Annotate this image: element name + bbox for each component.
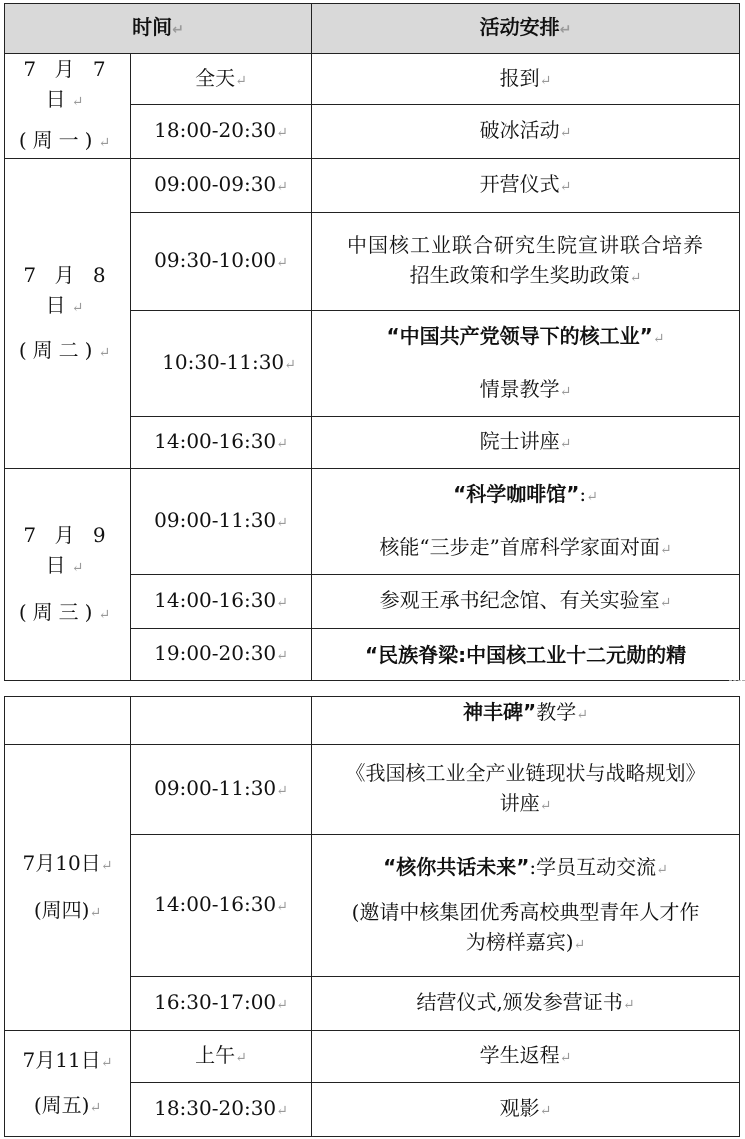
table-row bbox=[5, 469, 740, 575]
header-time: 时间↵ bbox=[5, 4, 312, 54]
page-break-marker bbox=[729, 680, 745, 681]
table-header-row bbox=[5, 4, 740, 54]
activity-cell: “中国共产党领导下的核工业”↵ 情景教学↵ bbox=[312, 311, 740, 417]
activity-cell: “民族脊梁:中国核工业十二元勋的精 bbox=[312, 629, 740, 681]
activity-cell: 院士讲座↵ bbox=[312, 417, 740, 469]
activity-cell: 学生返程↵ bbox=[312, 1031, 740, 1083]
time-cell: 19:00-20:30↵ bbox=[131, 629, 312, 681]
date-cell-day2: 7 月 8 日↵ (周二)↵ bbox=[5, 159, 131, 469]
date-cell-day1: 7 月 7 日↵ (周一)↵ bbox=[5, 54, 131, 159]
schedule-table-part2 bbox=[4, 696, 740, 1137]
time-cell: 14:00-16:30↵ bbox=[131, 835, 312, 977]
schedule-table-part1 bbox=[4, 3, 740, 681]
table-row-continued bbox=[5, 697, 740, 745]
activity-cell: 报到↵ bbox=[312, 54, 740, 105]
table-row bbox=[5, 1031, 740, 1083]
date-cell-day3: 7 月 9 日↵ (周三)↵ bbox=[5, 469, 131, 681]
time-cell: 16:30-17:00↵ bbox=[131, 977, 312, 1031]
activity-cell: 破冰活动↵ bbox=[312, 105, 740, 159]
activity-cell: 开营仪式↵ bbox=[312, 159, 740, 213]
activity-cell: 参观王承书纪念馆、有关实验室↵ bbox=[312, 575, 740, 629]
time-cell: 18:00-20:30↵ bbox=[131, 105, 312, 159]
time-cell: 全天↵ bbox=[131, 54, 312, 105]
activity-cell: 观影↵ bbox=[312, 1083, 740, 1137]
activity-cell: “核你共话未来”:学员互动交流↵ (邀请中核集团优秀高校典型青年人才作 为榜样嘉宾)↵ bbox=[312, 835, 740, 977]
date-cell-day5: 7月11日↵ (周五)↵ bbox=[5, 1031, 131, 1137]
time-cell: 上午↵ bbox=[131, 1031, 312, 1083]
para-mark: ↵ bbox=[559, 22, 572, 38]
date-cell-empty bbox=[5, 697, 131, 745]
time-cell: 14:00-16:30↵ bbox=[131, 575, 312, 629]
time-cell: 09:00-11:30↵ bbox=[131, 745, 312, 835]
activity-cell: 《我国核工业全产业链现状与战略规划》 讲座↵ bbox=[312, 745, 740, 835]
activity-cell: “科学咖啡馆”:↵ 核能“三步走”首席科学家面对面↵ bbox=[312, 469, 740, 575]
time-cell: 09:00-11:30↵ bbox=[131, 469, 312, 575]
activity-cell: 结营仪式,颁发参营证书↵ bbox=[312, 977, 740, 1031]
activity-cell: 中国核工业联合研究生院宣讲联合培养 招生政策和学生奖助政策↵ bbox=[312, 213, 740, 311]
date-cell-day4: 7月10日↵ (周四)↵ bbox=[5, 745, 131, 1031]
header-activity: 活动安排↵ bbox=[312, 4, 740, 54]
time-cell: 18:30-20:30↵ bbox=[131, 1083, 312, 1137]
time-cell: 09:00-09:30↵ bbox=[131, 159, 312, 213]
table-row bbox=[5, 159, 740, 213]
time-cell: 14:00-16:30↵ bbox=[131, 417, 312, 469]
table-row bbox=[5, 745, 740, 835]
time-cell: 10:30-11:30↵ bbox=[131, 311, 312, 417]
time-cell-empty bbox=[131, 697, 312, 745]
table-row bbox=[5, 54, 740, 105]
time-cell: 09:30-10:00↵ bbox=[131, 213, 312, 311]
para-mark: ↵ bbox=[172, 22, 184, 38]
activity-cell: 神丰碑”教学↵ bbox=[312, 697, 740, 745]
